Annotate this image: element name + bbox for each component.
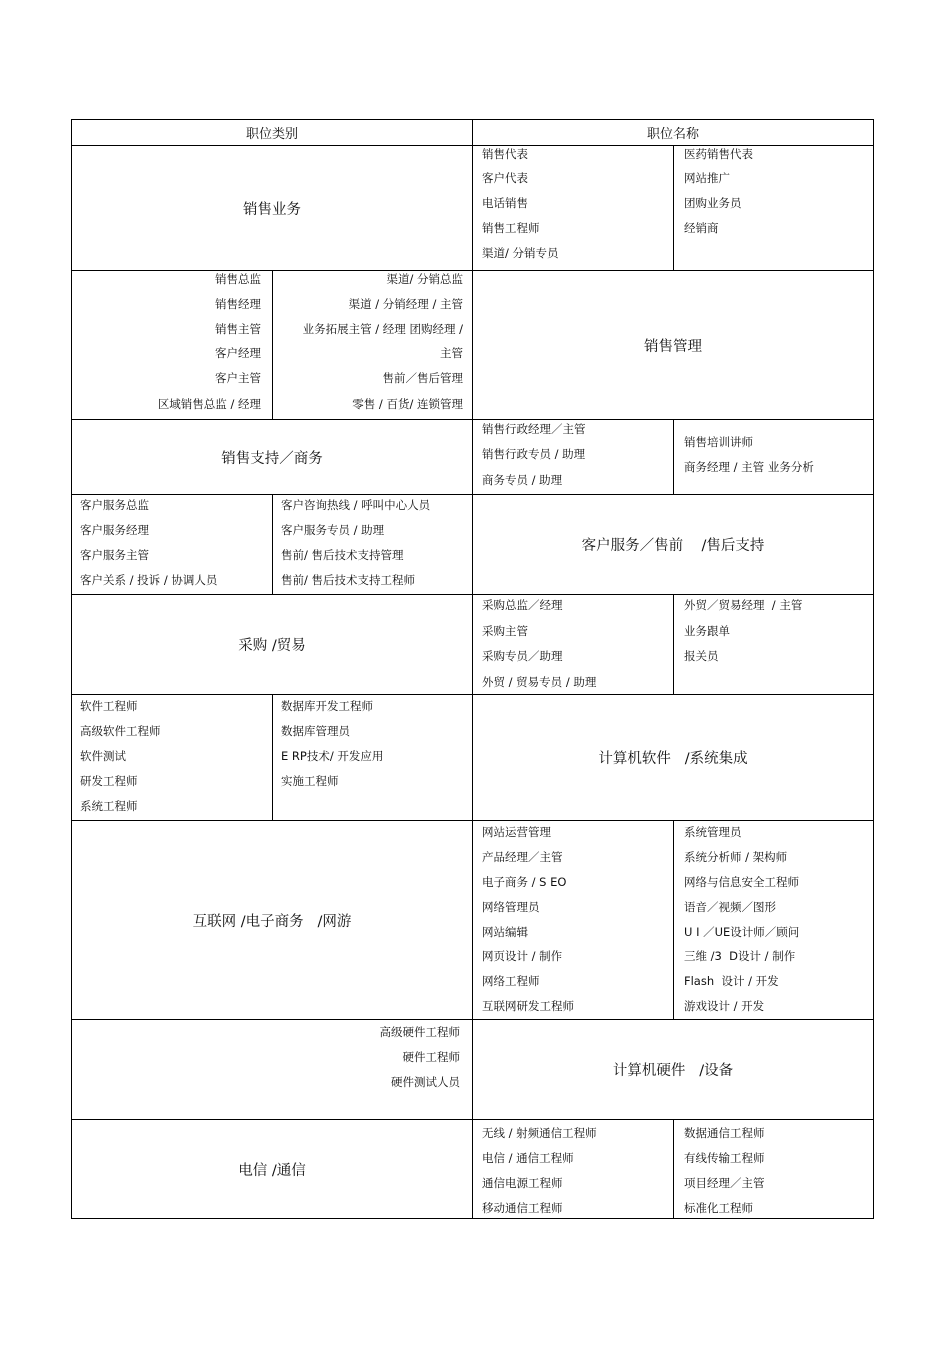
list-item: 网站推广 — [684, 171, 730, 185]
list-item: 经销商 — [684, 221, 719, 235]
list-item: 业务跟单 — [684, 624, 730, 638]
list-item: 外贸／贸易经理 / 主管 — [684, 598, 803, 612]
list-item: 硬件测试人员 — [391, 1075, 460, 1089]
list-item: 高级软件工程师 — [80, 724, 161, 738]
list-item: 客户经理 — [215, 346, 261, 360]
list-item: 软件工程师 — [80, 699, 138, 713]
list-item: 客户服务经理 — [80, 523, 149, 537]
list-item: 网络管理员 — [482, 900, 540, 914]
list-item: 渠道/ 分销总监 — [386, 272, 463, 286]
list-item: 电话销售 — [482, 196, 528, 210]
list-item: 采购总监／经理 — [482, 598, 563, 612]
category-software: 计算机软件 /系统集成 — [598, 751, 748, 767]
list-item: 硬件工程师 — [402, 1050, 460, 1064]
header-category: 职位类别 — [245, 127, 298, 142]
list-item: 医药销售代表 — [684, 147, 753, 161]
list-item: 项目经理／主管 — [684, 1176, 765, 1190]
list-item: 外贸 / 贸易专员 / 助理 — [482, 675, 597, 689]
list-item: U I ／UE设计师／顾问 — [684, 925, 800, 939]
list-item: 售前/ 售后技术支持管理 — [281, 548, 404, 562]
list-item: E RP技术/ 开发应用 — [281, 749, 384, 763]
list-item: 采购专员／助理 — [482, 649, 563, 663]
list-item: 通信电源工程师 — [482, 1176, 563, 1190]
list-item: 客户关系 / 投诉 / 协调人员 — [80, 573, 218, 587]
list-item: 渠道/ 分销专员 — [482, 246, 559, 260]
category-hardware: 计算机硬件 /设备 — [612, 1063, 734, 1079]
list-item: 网页设计 / 制作 — [482, 949, 563, 963]
list-item: 销售工程师 — [482, 221, 540, 235]
list-item: 网站运营管理 — [482, 825, 551, 839]
list-item: 高级硬件工程师 — [379, 1025, 460, 1039]
list-item: 客户服务专员 / 助理 — [281, 523, 385, 537]
list-item: 网络与信息安全工程师 — [684, 875, 799, 889]
category-purchasing: 采购 /贸易 — [238, 638, 306, 654]
list-item: 语音／视频／图形 — [684, 900, 776, 914]
list-item: 研发工程师 — [80, 774, 138, 788]
list-item: 售前/ 售后技术支持工程师 — [281, 573, 416, 587]
category-sales-support: 销售支持／商务 — [221, 450, 323, 467]
list-item: 主管 — [440, 346, 463, 360]
list-item: 客户主管 — [215, 371, 261, 385]
list-item: 实施工程师 — [281, 774, 339, 788]
list-item: 销售行政经理／主管 — [482, 422, 586, 436]
list-item: 电子商务 / S EO — [482, 875, 567, 889]
category-customer-service: 客户服务／售前 /售后支持 — [581, 538, 765, 554]
list-item: 电信 / 通信工程师 — [482, 1151, 574, 1165]
list-item: 客户服务总监 — [80, 498, 149, 512]
category-sales: 销售业务 — [243, 201, 301, 218]
list-item: 销售行政专员 / 助理 — [482, 447, 586, 461]
list-item: 销售培训讲师 — [684, 435, 753, 449]
list-item: 业务拓展主管 / 经理 团购经理 / — [302, 322, 463, 336]
list-item: 移动通信工程师 — [482, 1201, 563, 1215]
list-item: 数据库管理员 — [281, 724, 350, 738]
list-item: 区域销售总监 / 经理 — [157, 397, 261, 411]
list-item: 团购业务员 — [684, 196, 742, 210]
list-item: 数据库开发工程师 — [281, 699, 373, 713]
list-item: 互联网研发工程师 — [482, 999, 574, 1013]
category-internet: 互联网 /电子商务 /网游 — [192, 913, 352, 930]
list-item: 系统分析师 / 架构师 — [684, 850, 788, 864]
list-item: 产品经理／主管 — [482, 850, 563, 864]
category-telecom: 电信 /通信 — [238, 1162, 306, 1179]
list-item: 网络工程师 — [482, 974, 540, 988]
list-item: 数据通信工程师 — [684, 1126, 765, 1140]
list-item: 渠道 / 分销经理 / 主管 — [348, 297, 463, 311]
list-item: 无线 / 射频通信工程师 — [482, 1126, 597, 1140]
list-item: 采购主管 — [482, 624, 528, 638]
list-item: 软件测试 — [80, 749, 126, 763]
list-item: Flash 设计 / 开发 — [684, 974, 779, 988]
list-item: 销售总监 — [215, 272, 261, 286]
list-item: 售前／售后管理 — [382, 371, 463, 385]
header-name: 职位名称 — [646, 127, 699, 142]
list-item: 商务专员 / 助理 — [482, 473, 563, 487]
list-item: 商务经理 / 主管 业务分析 — [684, 460, 814, 474]
list-item: 系统工程师 — [80, 799, 138, 813]
list-item: 零售 / 百货/ 连锁管理 — [352, 397, 463, 411]
list-item: 客户服务主管 — [80, 548, 149, 562]
list-item: 报关员 — [684, 649, 719, 663]
list-item: 销售主管 — [215, 322, 261, 336]
list-item: 游戏设计 / 开发 — [684, 999, 765, 1013]
list-item: 标准化工程师 — [684, 1201, 753, 1215]
list-item: 销售经理 — [215, 297, 261, 311]
list-item: 客户咨询热线 / 呼叫中心人员 — [281, 498, 431, 512]
list-item: 网站编辑 — [482, 925, 528, 939]
list-item: 三维 /3 D设计 / 制作 — [684, 949, 796, 963]
list-item: 有线传输工程师 — [684, 1151, 765, 1165]
list-item: 系统管理员 — [684, 825, 742, 839]
list-item: 销售代表 — [482, 147, 528, 161]
category-sales-mgmt: 销售管理 — [644, 338, 702, 355]
list-item: 客户代表 — [482, 171, 528, 185]
